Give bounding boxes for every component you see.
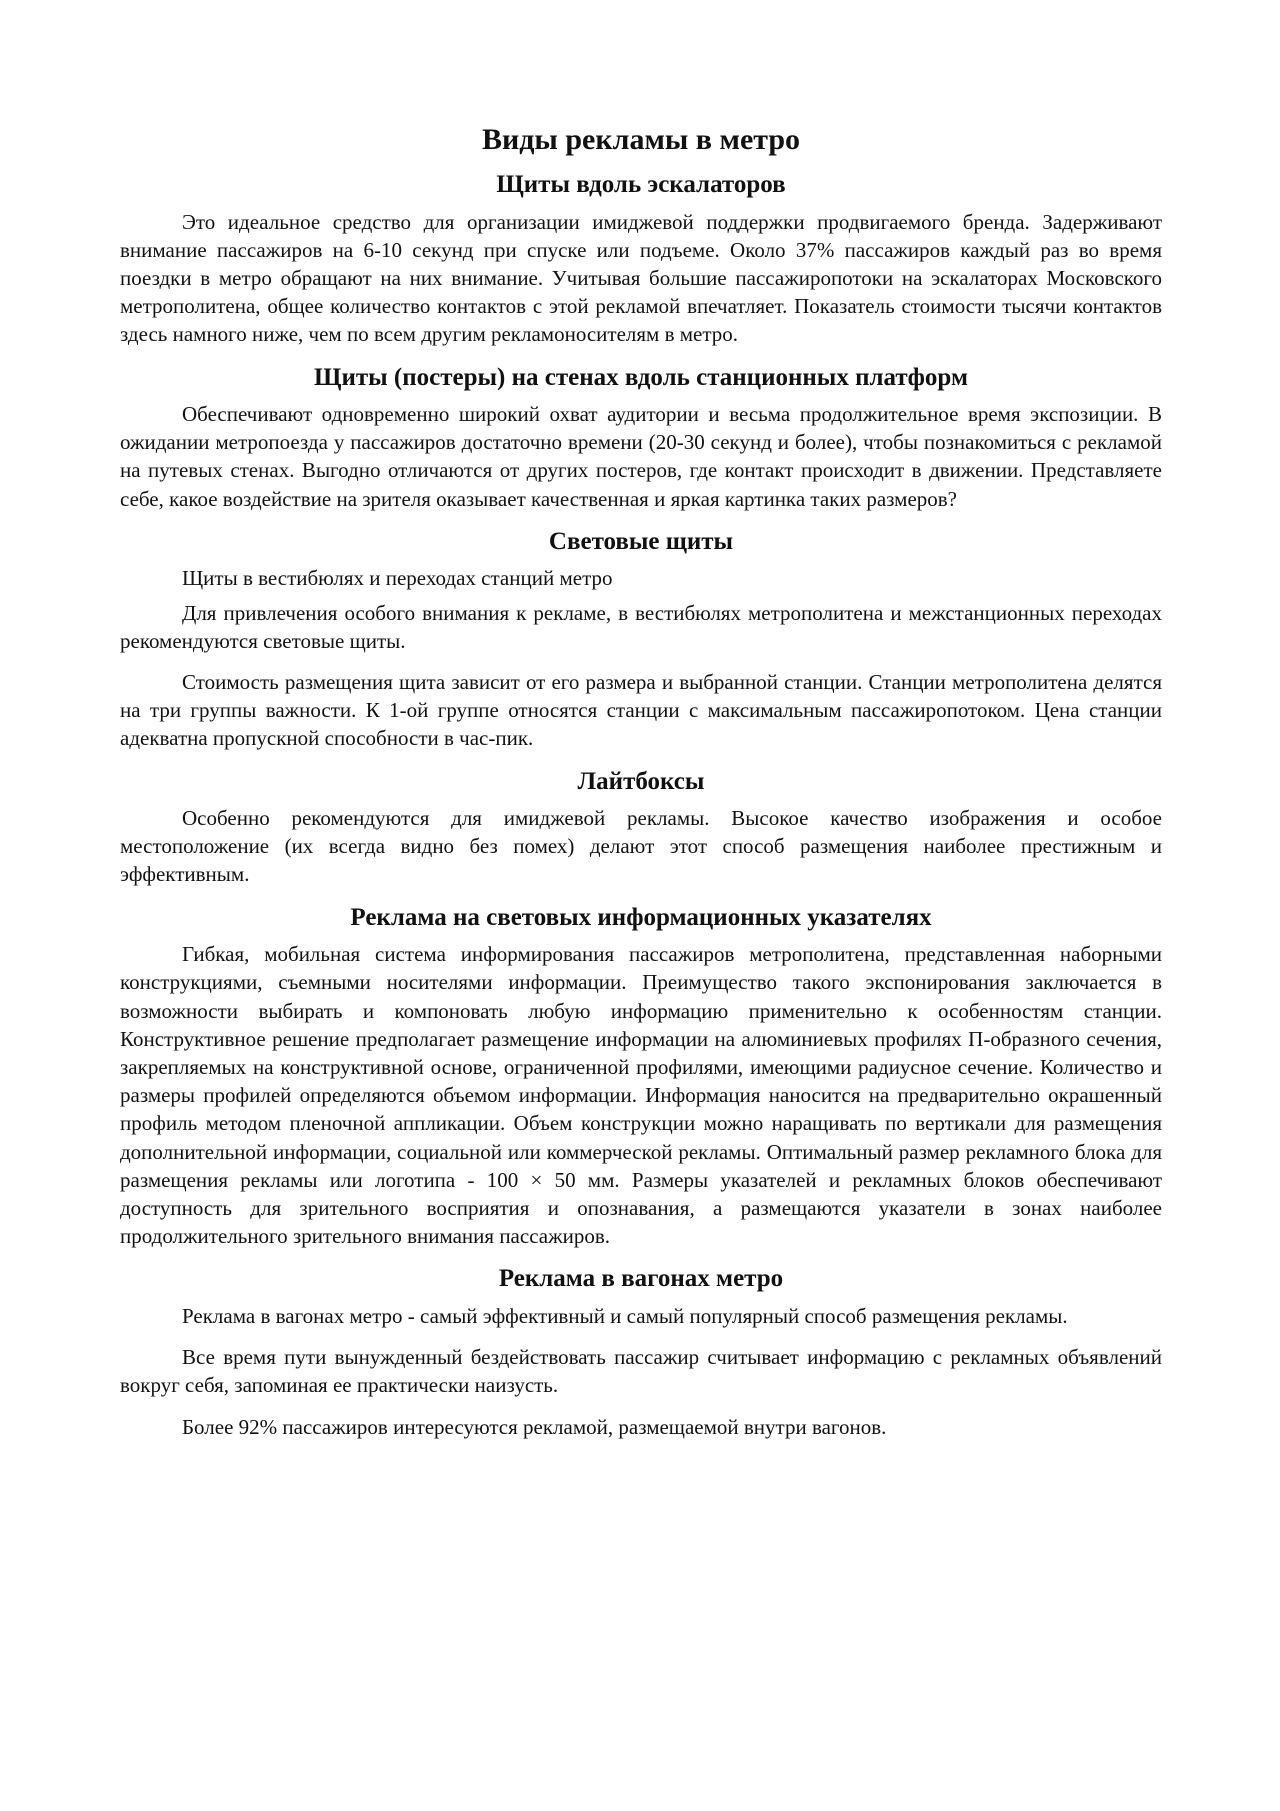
paragraph: Щиты в вестибюлях и переходах станций метро — [182, 566, 613, 591]
section-heading: Лайтбоксы — [577, 767, 705, 795]
paragraph: Обеспечивают одновременно широкий охват аудитории и весьма продолжительное время экспозиции. В ожидании метропоезда у пассажиров достаточно времени (20-30 секунд и более), чтобы познакомиться с рекламой на путевых стенах. Выгодно отличаются от других постеров, где контакт происходит в движении. Представляете себе, какое воздействие на зрителя оказывает качественная и яркая картинка таких размеров? — [120, 402, 1162, 511]
section-heading: Щиты (постеры) на стенах вдоль станционных платформ — [314, 363, 968, 391]
section-train-cars — [120, 1263, 1162, 1440]
paragraph: Более 92% пассажиров интересуются рекламой, размещаемой внутри вагонов. — [182, 1414, 887, 1439]
section-info-signs — [120, 902, 1162, 1251]
section-heading: Световые щиты — [548, 527, 734, 555]
document-title: Виды рекламы в метро — [481, 123, 801, 156]
section-platform-posters — [120, 362, 1162, 513]
section-light-boards — [120, 526, 1162, 753]
paragraph: Стоимость размещения щита зависит от его размера и выбранной станции. Станции метрополитена делятся на три группы важности. К 1-ой группе относятся станции с максимальным пассажиропотоком. Цена станции адекватна пропускной способности в час-пик. — [120, 669, 1162, 751]
paragraph: Все время пути вынужденный бездействовать пассажир считывает информацию с рекламных объявлений вокруг себя, запоминая ее практически наизусть. — [120, 1345, 1162, 1398]
paragraph: Это идеальное средство для организации имиджевой поддержки продвигаемого бренда. Задерживают внимание пассажиров на 6-10 секунд при спуске или подъеме. Около 37% пассажиров каждый раз во время поездки в метро обращают на них внимание. Учитывая большие пассажиропотоки на эскалаторах Московского метрополитена, общее количество контактов с этой рекламой впечатляет. Показатель стоимости тысячи контактов здесь намного ниже, чем по всем другим рекламоносителям в метро. — [120, 209, 1162, 347]
section-heading: Щиты вдоль эскалаторов — [496, 171, 786, 198]
paragraph: Для привлечения особого внимания к рекламе, в вестибюлях метрополитена и межстанционных переходах рекомендуются световые щиты. — [120, 600, 1162, 653]
paragraph: Реклама в вагонах метро - самый эффективный и самый популярный способ размещения рекламы. — [182, 1303, 1068, 1328]
paragraph: Особенно рекомендуются для имиджевой рекламы. Высокое качество изображения и особое местоположение (их всегда видно без помех) делают этот способ размещения наиболее престижным и эффективным. — [120, 806, 1162, 887]
section-heading: Реклама в вагонах метро — [498, 1265, 784, 1293]
paragraph: Гибкая, мобильная система информирования пассажиров метрополитена, представленная наборными конструкциями, съемными носителями информации. Преимущество такого экспонирования заключается в возможности выбирать и компоновать любую информацию применительно к особенностям станции. Конструктивное решение предполагает размещение информации на алюминиевых профилях П-образного сечения, закрепляемых на конструктивной основе, ограниченной профилями, имеющими радиусное сечение. Количество и размеры профилей определяются объемом информации. Информация наносится на предварительно окрашенный профиль методом пленочной аппликации. Объем конструкции можно наращивать по вертикали для размещения дополнительной информации, социальной или коммерческой рекламы. Оптимальный размер рекламного блока для размещения рекламы или логотипа - 100 × 50 мм. Размеры указателей и рекламных блоков обеспечивают доступность для зрительного восприятия и опознавания, а размещаются указатели в зонах наиболее продолжительного зрительного внимания пассажиров. — [120, 942, 1162, 1249]
section-heading: Реклама на световых информационных указателях — [350, 903, 932, 931]
section-escalator-boards — [120, 169, 1162, 349]
section-lightboxes — [120, 766, 1162, 889]
